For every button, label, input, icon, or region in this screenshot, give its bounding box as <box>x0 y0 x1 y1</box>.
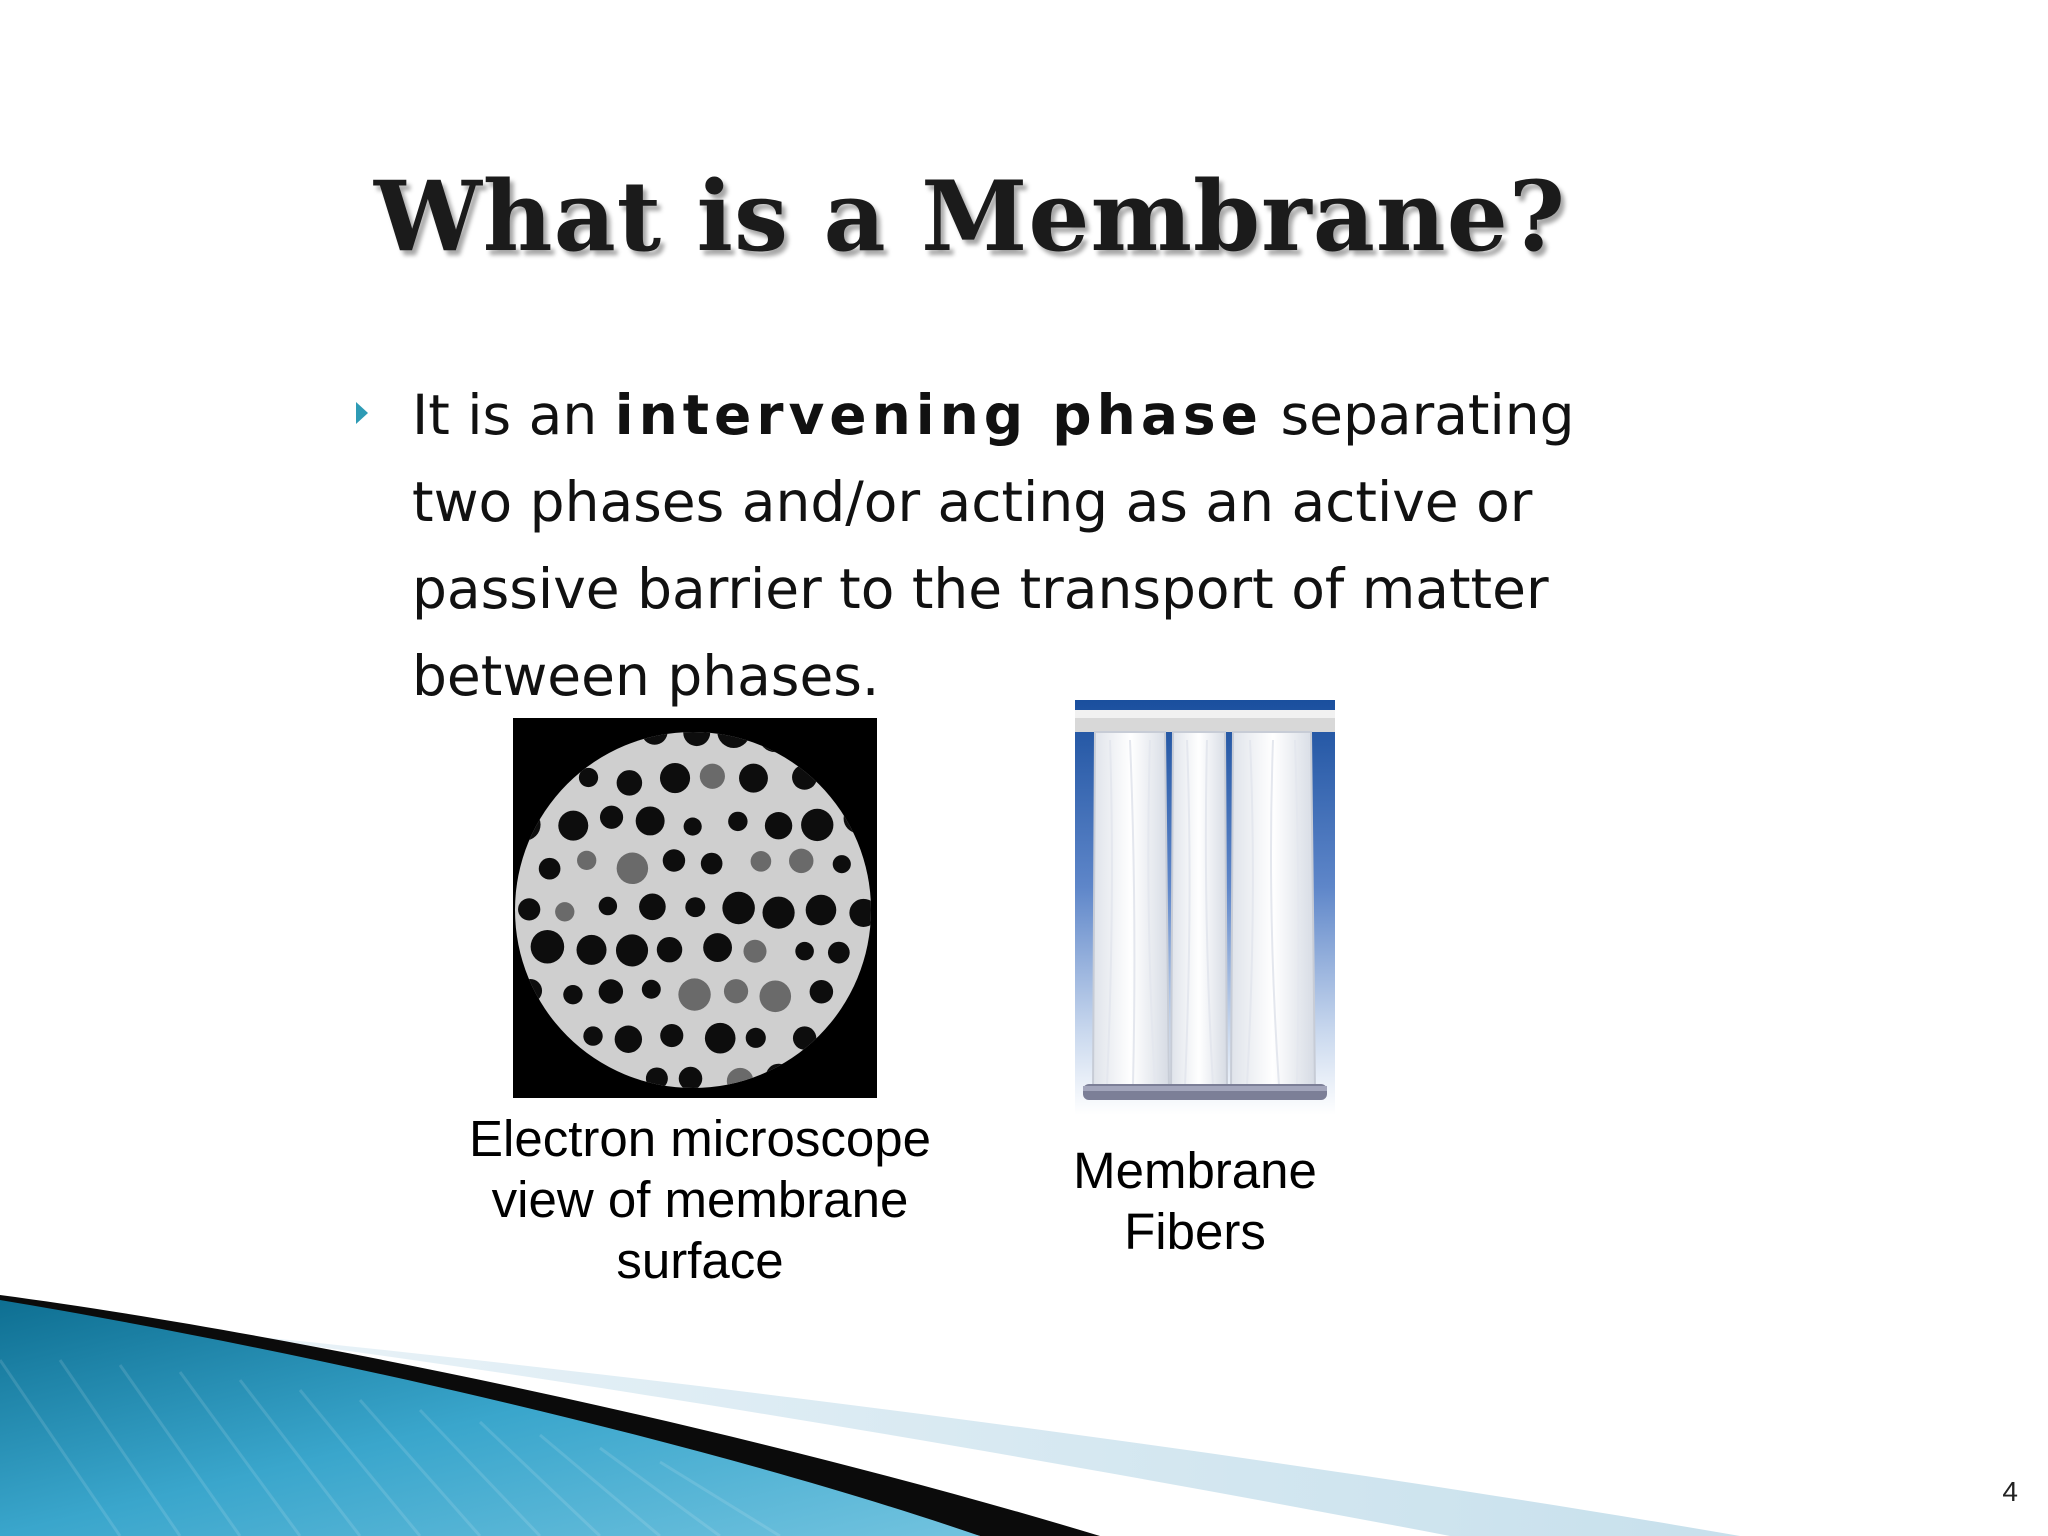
pore <box>739 764 768 793</box>
pore <box>577 851 596 870</box>
pore <box>806 895 837 926</box>
pore <box>700 764 725 789</box>
pore <box>639 893 666 920</box>
membrane-fibers-image <box>1075 700 1335 1115</box>
bullet-text-emphasis: intervening phase <box>614 383 1263 447</box>
pore <box>663 849 685 871</box>
pore <box>599 979 623 1003</box>
pore <box>660 763 690 793</box>
pore <box>703 933 732 962</box>
pore <box>724 979 748 1003</box>
pore <box>678 978 710 1010</box>
bullet-point <box>352 372 1692 720</box>
pore <box>810 980 834 1004</box>
pore <box>563 985 582 1004</box>
slide-title: What is a Membrane? <box>373 160 1567 273</box>
fibers-caption: Membrane Fibers <box>1073 1142 1317 1260</box>
pore <box>684 818 702 836</box>
swoosh-blue-band <box>0 1300 980 1536</box>
pore <box>801 809 833 841</box>
pore <box>759 980 791 1012</box>
pore <box>751 851 772 872</box>
swoosh-black-band <box>0 1295 1100 1536</box>
swoosh-stripes <box>0 1360 780 1536</box>
pore <box>558 811 588 841</box>
pore <box>743 940 766 963</box>
pore <box>617 770 643 796</box>
pore <box>795 942 814 961</box>
bullet-text <box>412 372 1692 720</box>
microscope-caption: Electron microscope view of membrane surface <box>468 1110 931 1289</box>
pore <box>765 812 792 839</box>
pore <box>828 942 850 964</box>
pore <box>660 1024 683 1047</box>
electron-microscope-image <box>513 718 877 1098</box>
bullet-text-end: separating two phases and/or acting as an active or passive barrier to the transport of matter between phases. <box>412 383 1575 708</box>
pore <box>615 1026 642 1053</box>
pore <box>701 853 723 875</box>
pore <box>518 898 540 920</box>
pore <box>583 1026 602 1045</box>
pore <box>531 930 565 964</box>
pore <box>762 897 794 929</box>
pore <box>789 849 813 873</box>
pore <box>642 980 661 999</box>
pore <box>600 806 623 829</box>
pore <box>555 902 574 921</box>
triangle-bullet-icon <box>356 402 368 424</box>
swoosh-light-band <box>190 1330 1740 1536</box>
pore <box>679 1067 703 1091</box>
pore <box>833 855 851 873</box>
pore <box>539 858 561 880</box>
pore <box>722 892 755 925</box>
pore <box>728 812 747 831</box>
pore <box>746 1028 766 1048</box>
pore <box>705 1023 736 1054</box>
pore <box>657 937 682 962</box>
pore <box>599 897 617 915</box>
pore <box>577 935 607 965</box>
bullet-text-start: It is an <box>412 383 615 447</box>
pore <box>617 853 648 884</box>
pore <box>636 806 665 835</box>
pore <box>616 934 648 966</box>
slide-number: 4 <box>2002 1476 2018 1507</box>
pore <box>685 897 705 917</box>
